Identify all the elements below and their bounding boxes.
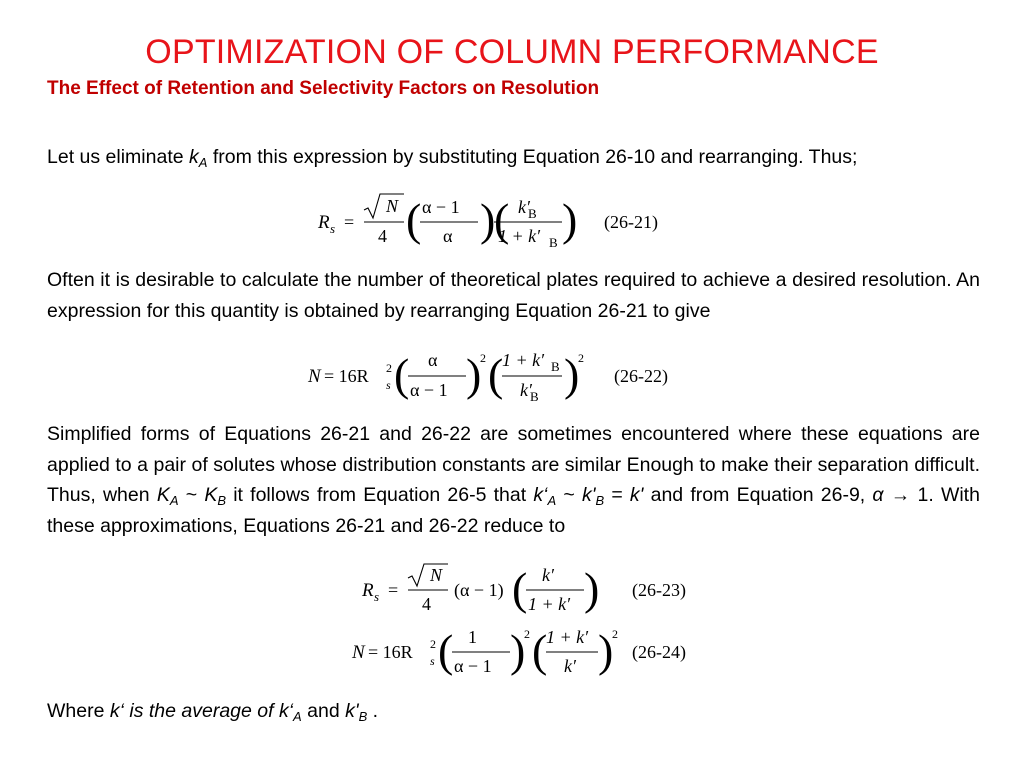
svg-text:s: s [374,589,380,604]
paragraph-4: Where k‘ is the average of $k‘_A$ and $k'_B$ . [47,700,379,724]
svg-text:): ) [466,349,482,400]
svg-text:2: 2 [612,627,618,641]
equation-26-22 [308,344,688,406]
svg-text:B: B [530,389,539,404]
svg-text:(: ( [532,625,548,676]
svg-text:2: 2 [480,351,486,365]
eq22-den2: k′ [520,380,532,400]
eq23-paren: (α − 1) [454,580,504,600]
svg-text:): ) [598,625,614,676]
eq21-sqrt-n: N [386,196,399,216]
eq22-label: (26-22) [614,366,668,386]
svg-text:4: 4 [422,594,431,614]
paragraph-2: Often it is desirable to calculate the number of theoretical plates required to achieve a desired resolution. An expression for this quantity is obtained by rearranging Equation 26-21 to give [47,269,980,322]
svg-text:2: 2 [386,361,392,375]
eq22-den1: α − 1 [410,380,448,400]
eq24-lhs: N [352,642,365,663]
paragraph-3: Simplified forms of Equations 26-21 and 26-22 are sometimes encountered where these equations are applied to a pair of solutes whose distribution constants are similar Enough to make their separation difficult. Thus, when $K_A$ ~ $K_B$ it follows from Equation 26-5 that $k‘_A$ ~ $k'_B = k'$ and from Equation 26-9, α → 1. With these approximations, Equations 26-21 and 26-22 reduce to [47,423,980,537]
eq24-label: (26-24) [632,642,686,662]
svg-text:(: ( [512,563,528,614]
eq21-den1: α [443,226,453,246]
svg-text:): ) [584,563,600,614]
svg-text:B: B [551,359,560,374]
equation-26-23 [362,560,702,620]
eq21-num1: α − 1 [422,197,460,217]
slide-subtitle: The Effect of Retention and Selectivity Factors on Resolution [47,78,600,99]
svg-text:2: 2 [578,351,584,365]
eq21-lhs: R [318,212,330,233]
eq21-equals: = [344,212,355,232]
svg-text:): ) [510,625,526,676]
eq24-den2: k′ [564,656,576,676]
svg-text:2: 2 [430,637,436,651]
eq23-equals: = [388,580,399,600]
svg-text:(: ( [438,625,454,676]
eq24-num2: 1 + k′ [546,627,589,647]
svg-text:(: ( [406,194,422,245]
eq24-equals: = 16R [368,642,413,662]
eq22-lhs: N [308,366,321,387]
equation-26-24 [352,624,702,684]
paragraph-1: Let us eliminate $k_A$ from this expression by substituting Equation 26-10 and rearranging. Thus; [47,146,858,170]
eq21-label: (26-21) [604,212,658,232]
eq23-num: k′ [542,565,554,585]
svg-text:): ) [562,194,578,245]
eq23-label: (26-23) [632,580,686,600]
svg-text:(: ( [394,349,410,400]
eq21-num2: k′ [518,197,530,217]
eq22-num2: 1 + k′ [502,350,545,370]
svg-text:): ) [564,349,580,400]
svg-text:): ) [480,194,496,245]
eq24-num1: 1 [468,627,477,647]
eq21-four: 4 [378,226,387,246]
eq23-den: 1 + k′ [528,594,571,614]
eq24-den1: α − 1 [454,656,492,676]
svg-text:B: B [549,235,558,250]
slide-title: OPTIMIZATION OF COLUMN PERFORMANCE [145,33,879,71]
svg-text:s: s [430,654,435,668]
svg-text:B: B [528,206,537,221]
eq21-den2: 1 + k′ [498,226,541,246]
svg-text:2: 2 [524,627,530,641]
eq23-lhs: R [362,580,374,601]
svg-text:(: ( [488,349,504,400]
svg-text:(: ( [494,194,510,245]
svg-text:s: s [386,378,391,392]
eq22-num1: α [428,350,438,370]
eq21-lhs-sub: s [330,221,336,236]
equation-26-21 [318,186,678,248]
svg-text:N: N [430,565,443,585]
eq22-equals: = 16R [324,366,369,386]
